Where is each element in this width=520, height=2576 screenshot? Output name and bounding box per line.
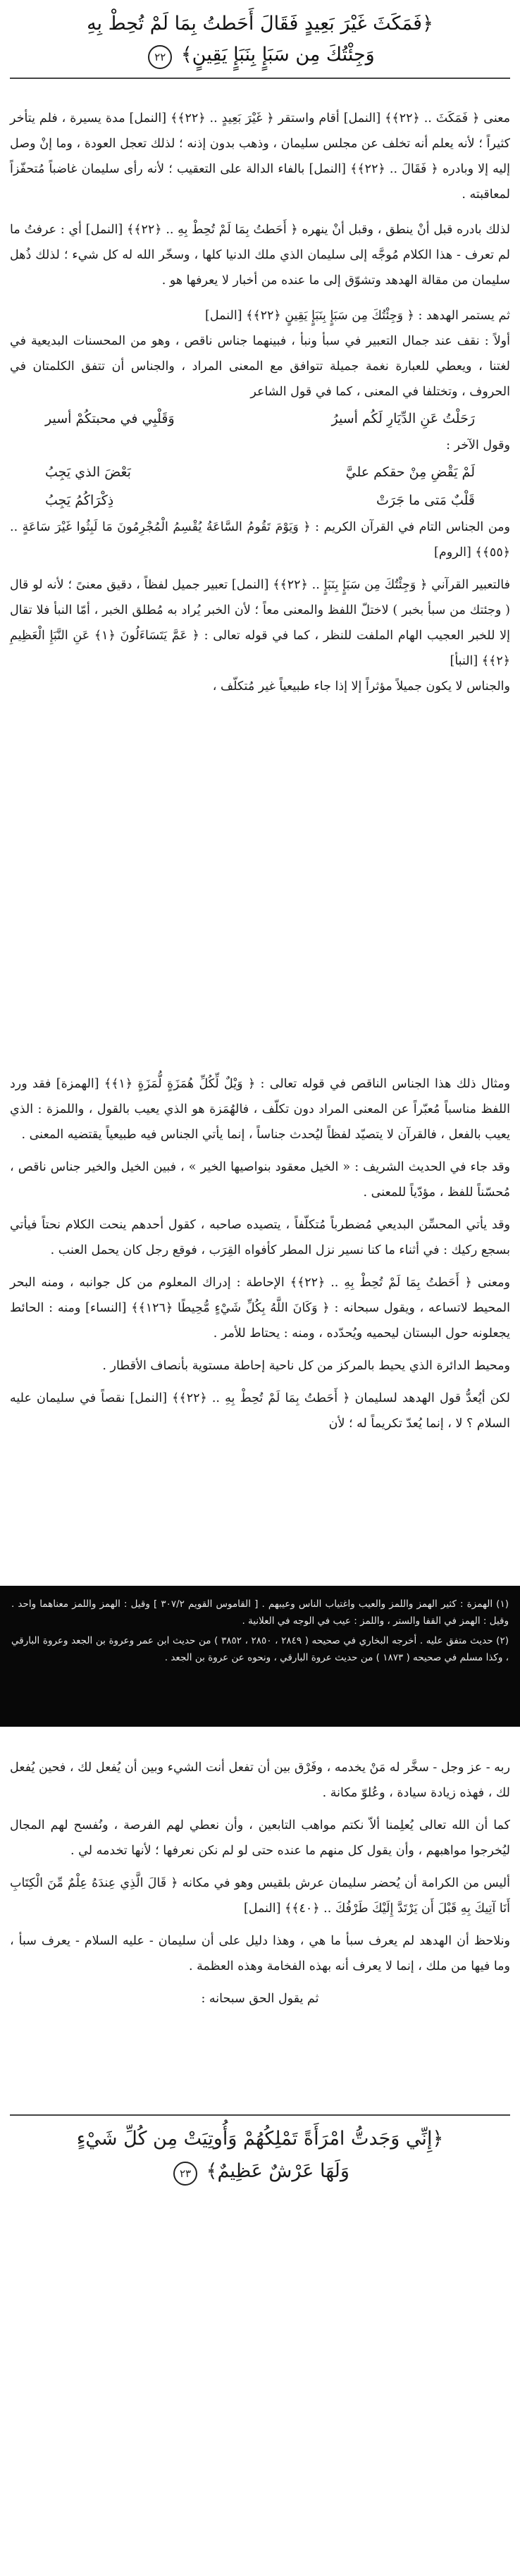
paragraph: وقد جاء في الحديث الشريف : « الخيل معقود بنواصيها الخير » ، فبين الخيل والخير جناس ناقص ، مُحسّناً للفظ ، مؤدّياً للمعنى . <box>10 1160 510 1200</box>
verse-line-2: وَلَهَا عَرْشٌ عَظِيمٌ﴾ <box>206 2160 349 2182</box>
bottom-verse-banner <box>10 2114 510 2188</box>
top-verse-banner <box>10 6 510 79</box>
paragraph: ومحيط الدائرة الذي يحيط بالمركز من كل ناحية إحاطة مستوية بأنصاف الأقطار . <box>102 1359 510 1373</box>
verse-line-1: ﴿إِنِّي وَجَدتُّ امْرَأَةً تَمْلِكُهُمْ وَأُوتِيَتْ مِن كُلِّ شَيْءٍ <box>76 2128 444 2150</box>
paragraph: ثم يقول الحق سبحانه : <box>201 1992 319 2006</box>
paragraph: ومعنى ﴿ أَحَطتُ بِمَا لَمْ تُحِطْ بِهِ .. ﴿٢٢﴾﴾ الإحاطة : إدراك المعلوم من كل جوانبه ، ومنه البحر المحيط لاتساعه ، ويقول سبحانه : ﴿ وَكَانَ اللَّهُ بِكُلِّ شَيْءٍ مُّحِيطًا ﴿١٢٦﴾﴾ [النساء] ومنه : الحائط يجعلونه حول البستان ليحميه ويُحدّده ، ومنه : يحتاط للأمر . <box>10 1276 510 1341</box>
paragraph: كما أن الله تعالى يُعلِمنا ألاّ نكتم مواهب التابعين ، وأن نعطي لهم الفرصة ، ونُفسح لهم المجال ليُخرجوا مواهبهم ، وأن يقول كل منهم ما عنده حتى لو لم نكن نعرفها ؛ لأنها تخدمه لي . <box>10 1818 510 1858</box>
verse-number: ٢٣ <box>173 2162 197 2186</box>
paragraph: لذلك بادره قبل أنْ ينطق ، وقبل أنْ ينهره ﴿ أَحَطتُ بِمَا لَمْ تُحِطْ بِهِ .. ﴿٢٢﴾﴾ [النمل] أي : عرفتُ ما لم تعرف - هذا الكلام مُوجَّه إلى سليمان الذي ملك الدنيا كلها ، وسخّر الله له كل شيء ؛ لذلك ذُهل سليمان من مقالة الهدهد وتشوّق إلى ما عنده من أخبار لا يعرفها هو . <box>10 223 510 288</box>
paragraph: ونلاحظ أن الهدهد لم يعرف سبأ ما هي ، وهذا دليل على أن سليمان - عليه السلام - يعرف سبأ ، وما فيها من ملك ، إنما لا يعرف أنه بهذه الفخامة وهذه العظمة . <box>10 1934 510 1973</box>
paragraph: معنى ﴿ فَمَكَثَ .. ﴿٢٢﴾﴾ [النمل] أقام واستقر ﴿ غَيْرَ بَعِيدٍ .. ﴿٢٢﴾﴾ [النمل] مدة يسيرة ، فلم يتأخر كثيراً ؛ لأنه يعلم أنه تخلف عن مجلس سليمان ، وذهب بدون إذنه ؛ لذلك تعجل العودة ، وما إنْ وصل إليه إلا وبادره ﴿ فَقَالَ .. ﴿٢٢﴾﴾ [النمل] بالفاء الدالة على التعقيب ؛ لأنه رأى سليمان غاضباً مُتحفّزاً لمعاقبته . <box>10 111 511 202</box>
poem-hemistich: بَعْضَ الذي يَجِبُ <box>45 464 131 480</box>
poem-verse <box>10 405 510 433</box>
poem-hemistich: وَقَلْبِي في محبتكُمْ أسير <box>45 411 175 426</box>
paragraph: أليس من الكرامة أن يُحضر سليمان عرش بلقيس وهو في مكانه ﴿ قَالَ الَّذِي عِندَهُ عِلْمٌ مِّنَ الْكِتَابِ أَنَا آتِيكَ بِهِ قَبْلَ أَن يَرْتَدَّ إِلَيْكَ طَرْفُكَ .. ﴿٤٠﴾﴾ [النمل] <box>10 1876 510 1916</box>
paragraph: ثم يستمر الهدهد : ﴿ وَجِئْتُكَ مِن سَبَإٍ بِنَبَإٍ يَقِينٍ ﴿٢٢﴾﴾ [النمل] <box>205 309 510 323</box>
paragraph: ومن الجناس التام في القرآن الكريم : ﴿ وَيَوْمَ تَقُومُ السَّاعَةُ يُقْسِمُ الْمُجْرِمُونَ مَا لَبِثُوا غَيْرَ سَاعَةٍ .. ﴿٥٥﴾﴾ [الروم] <box>10 520 510 560</box>
section-3 <box>10 1071 510 1436</box>
verse-number: ٢٢ <box>148 45 172 69</box>
section-1 <box>10 106 510 699</box>
paragraph: وقد يأتي المحسِّن البديعي مُضطرباً مُتكلّفاً ، يتصيده صاحبه ، كقول أحدهم ينحت الكلام نحتاً فيأتي بسجع ركيك : في أثناء ما كنا نسير نزل المطر كأفواه القِرَب ، فوقع رجل كان يحمل العنب . <box>10 1218 510 1257</box>
paragraph: فالتعبير القرآني ﴿ وَجِئْتُكَ مِن سَبَإٍ بِنَبَإٍ .. ﴿٢٢﴾﴾ [النمل] تعبير جميل لفظاً ، دقيق معنىً ؛ لأنه لو قال ( وجئتك من سبأ بخبر ) لاختلّ اللفظ والمعنى معاً ؛ لأن الخبر يُراد به مُطلق الخبر ، أمّا النبأ فلا تقال إلا للخبر العجيب الهام الملفت للنظر ، كما في قوله تعالى : ﴿ عَمَّ يَتَسَاءَلُونَ ﴿١﴾ عَنِ النَّبَإِ الْعَظِيمِ ﴿٢﴾﴾ [النبأ] <box>10 578 510 668</box>
paragraph: ربه - عز وجل - سخَّر له مَنْ يخدمه ، وفَرْق بين أن تفعل أنت الشيء وبين أن يُفعل لك ، فحين يُفعل لك ، فهذه زيادة سيادة ، وعُلوّ مكانة . <box>10 1761 510 1800</box>
paragraph: ومثال ذلك هذا الجناس الناقص في قوله تعالى : ﴿ وَيْلٌ لِّكُلِّ هُمَزَةٍ لُّمَزَةٍ ﴿١﴾﴾ [الهمزة] فقد ورد اللفظ مناسباً مُعبّراً عن المعنى المراد دون تكلّف ، فالهُمَزة هو الذي يعيب بالقول ، واللمزة : الذي يعيب بالفعل ، فالقرآن لا يتصيّد لفظاً ليُحدث جناساً ، إنما يأتي الجناس فيه طبيعياً يقتضيه المعنى . <box>10 1077 510 1142</box>
footnote: (٢) حديث متفق عليه . أخرجه البخاري في صحيحه ( ٢٨٤٩ ، ٢٨٥٠ ، ٣٨٥٢ ) من حديث ابن عمر وعروة بن الجعد وعروة البارقي ، وكذا مسلم في صحيحه ( ١٨٧٣ ) من حديث عروة البارقي ، ونحوه عن عروة بن الجعد . <box>11 1635 509 1663</box>
paragraph: والجناس لا يكون جميلاً مؤثراً إلا إذا جاء طبيعياً غير مُتكلّف ، <box>212 679 510 694</box>
verse-line-2: وَجِئْتُكَ مِن سَبَإٍ بِنَبَإٍ يَقِينٍ﴾ <box>180 44 375 66</box>
poem-intro: وقول الآخر : <box>446 438 510 452</box>
paragraph: لكن أيُعدُّ قول الهدهد لسليمان ﴿ أَحَطتُ بِمَا لَمْ تُحِطْ بِهِ .. ﴿٢٢﴾﴾ [النمل] نقصاً في سليمان عليه السلام ؟ لا ، إنما يُعدّ تكريماً له ؛ لأن <box>10 1391 510 1431</box>
poem-hemistich: لَمْ يَقْضِ مِنْ حقكم عليَّ <box>345 464 475 480</box>
poem-verse <box>10 458 510 514</box>
poem-hemistich: رَحَلْتُ عَنِ الدِّيَارِ لَكُم أسيرُ <box>331 411 475 426</box>
poem-hemistich: قَلْبٌ مَتى ما جَرَتْ <box>376 493 475 508</box>
poem-hemistich: ذِكْرَاكُمُ يَجِبُ <box>45 493 114 508</box>
footnote: (١) الهمزة : كثير الهمز واللمز والعيب واغتياب الناس وعيبهم . [ القاموس القويم ٣٠٧/٢ ] وقيل : الهمز واللمز معناهما واحد . وقيل : الهمز في القفا والستر ، واللمز : عيب في الوجه في العلانية . <box>11 1598 509 1627</box>
verse-line-1: ﴿فَمَكَثَ غَيْرَ بَعِيدٍ فَقَالَ أَحَطتُ بِمَا لَمْ تُحِطْ بِهِ <box>87 13 433 35</box>
paragraph: أولاً : نقف عند جمال التعبير في سبأ ونبأ ، فبينهما جناس ناقص ، وهو من المحسنات البديعية في لغتنا ، ويعطي للعبارة نغمة جميلة تتوافق مع المعنى المراد ، والجناس أن تتفق الكلمتان في الحروف ، وتختلفا في المعنى ، كما في قول الشاعر <box>10 334 510 399</box>
footnotes-block <box>0 1586 520 1727</box>
section-4 <box>10 1755 510 2011</box>
